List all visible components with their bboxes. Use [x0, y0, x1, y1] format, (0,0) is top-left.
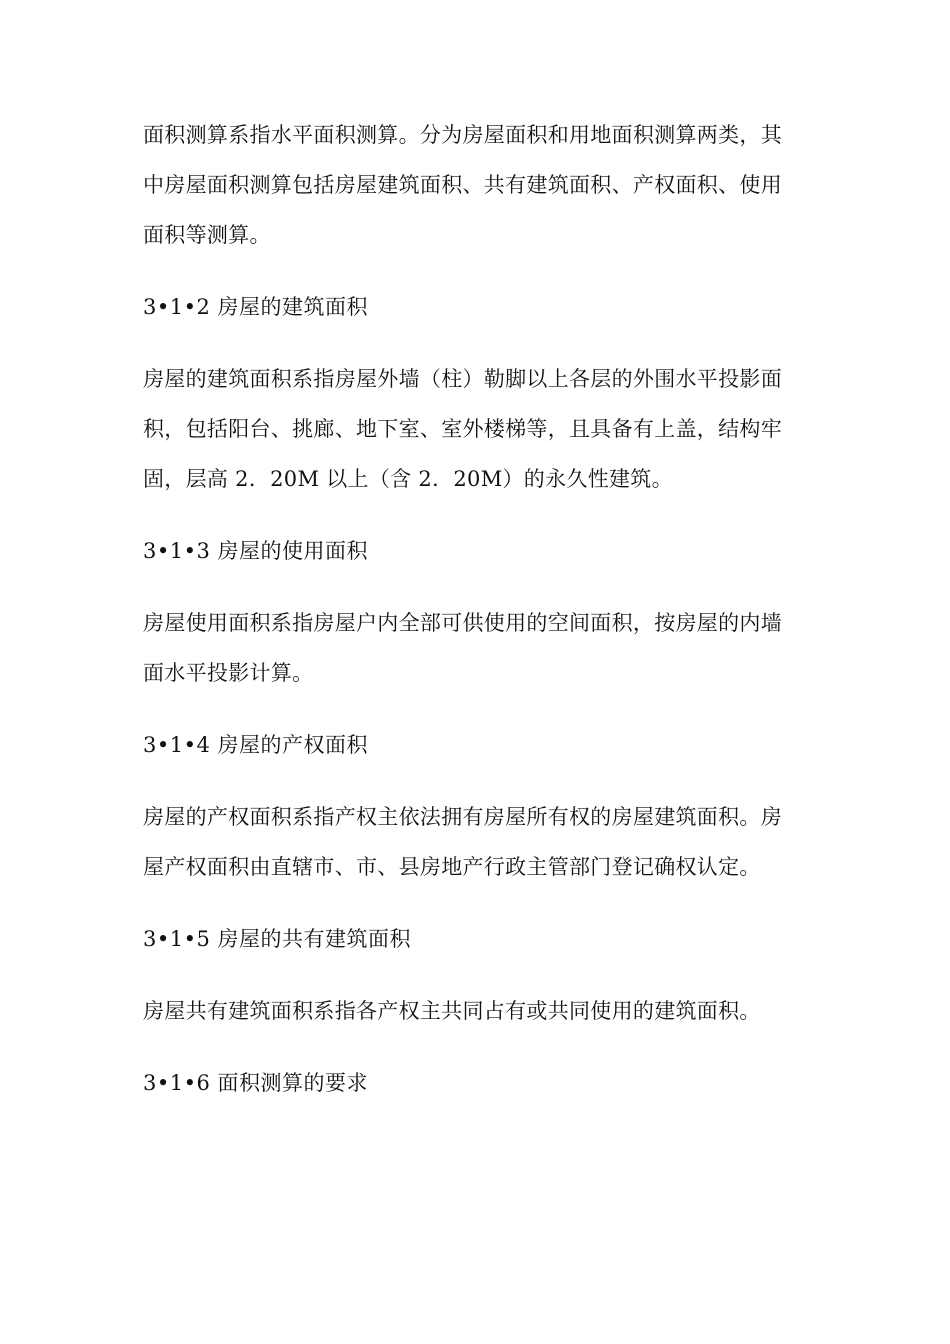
section-heading-3-1-5: 3•1•5 房屋的共有建筑面积 — [143, 927, 412, 951]
section-heading-3-1-2: 3•1•2 房屋的建筑面积 — [143, 295, 369, 319]
intro-line-2: 中房屋面积测算包括房屋建筑面积、共有建筑面积、产权面积、使用 — [143, 173, 782, 197]
section-3-1-2-line-1: 房屋的建筑面积系指房屋外墙（柱）勒脚以上各层的外围水平投影面 — [143, 367, 782, 391]
section-heading-3-1-3: 3•1•3 房屋的使用面积 — [143, 539, 369, 563]
section-3-1-2-line-2: 积，包括阳台、挑廊、地下室、室外楼梯等，且具备有上盖，结构牢 — [143, 417, 782, 441]
section-3-1-3-line-2: 面水平投影计算。 — [143, 661, 314, 685]
section-heading-3-1-6: 3•1•6 面积测算的要求 — [143, 1071, 369, 1095]
section-heading-3-1-4: 3•1•4 房屋的产权面积 — [143, 733, 369, 757]
intro-line-3: 面积等测算。 — [143, 223, 271, 247]
section-3-1-3-line-1: 房屋使用面积系指房屋户内全部可供使用的空间面积，按房屋的内墙 — [143, 611, 782, 635]
section-3-1-5-line-1: 房屋共有建筑面积系指各产权主共同占有或共同使用的建筑面积。 — [143, 999, 761, 1023]
intro-line-1: 面积测算系指水平面积测算。分为房屋面积和用地面积测算两类，其 — [143, 123, 782, 147]
section-3-1-4-line-2: 屋产权面积由直辖市、市、县房地产行政主管部门登记确权认定。 — [143, 855, 761, 879]
section-3-1-4-line-1: 房屋的产权面积系指产权主依法拥有房屋所有权的房屋建筑面积。房 — [143, 805, 782, 829]
section-3-1-2-line-3: 固，层高 2．20M 以上（含 2．20M）的永久性建筑。 — [143, 467, 673, 491]
